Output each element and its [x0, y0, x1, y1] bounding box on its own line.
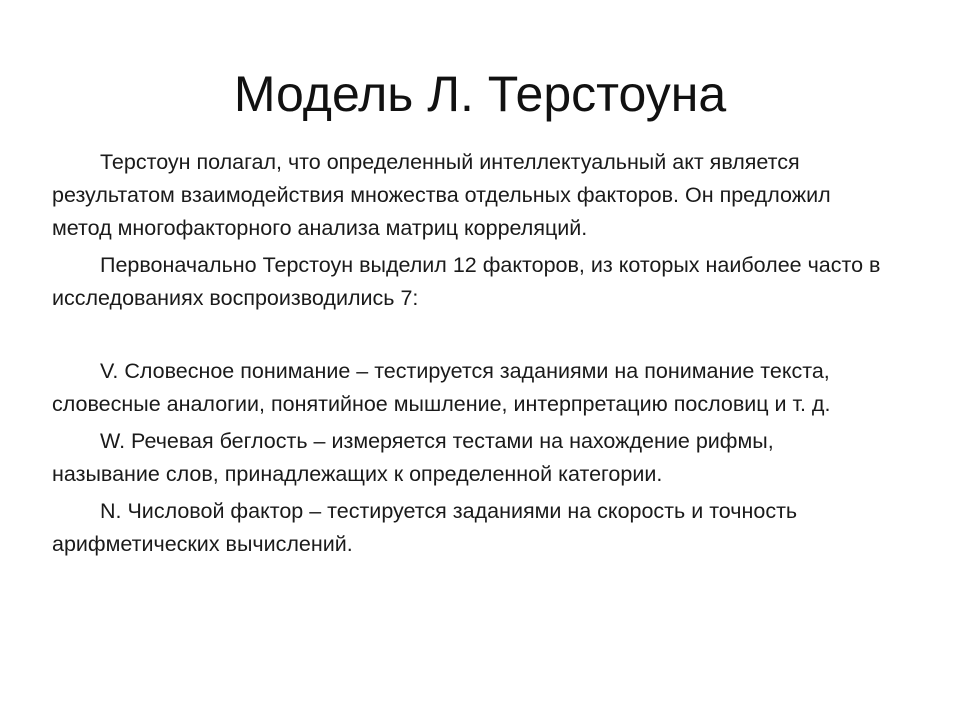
slide-body [52, 146, 882, 565]
slide-title: Модель Л. Терстоуна [233, 66, 727, 122]
factor-w-paragraph: W. Речевая беглость – измеряется тестами на нахождение рифмы, называние слов, принадлежащих к определенной категории. [52, 429, 774, 486]
intro-paragraph-1: Терстоун полагал, что определенный интеллектуальный акт является результатом взаимодействия множества отдельных факторов. Он предложил метод многофакторного анализа матриц корреляций. [52, 150, 831, 240]
factor-n-paragraph: N. Числовой фактор – тестируется заданиями на скорость и точность арифметических вычислений. [52, 499, 798, 556]
factor-v-paragraph: V. Словесное понимание – тестируется заданиями на понимание текста, словесные аналогии, понятийное мышление, интерпретацию пословиц и т. д. [52, 359, 831, 416]
intro-paragraph-2: Первоначально Терстоун выделил 12 факторов, из которых наиболее часто в исследованиях воспроизводились 7: [52, 253, 881, 310]
paragraph-spacer [52, 319, 882, 355]
